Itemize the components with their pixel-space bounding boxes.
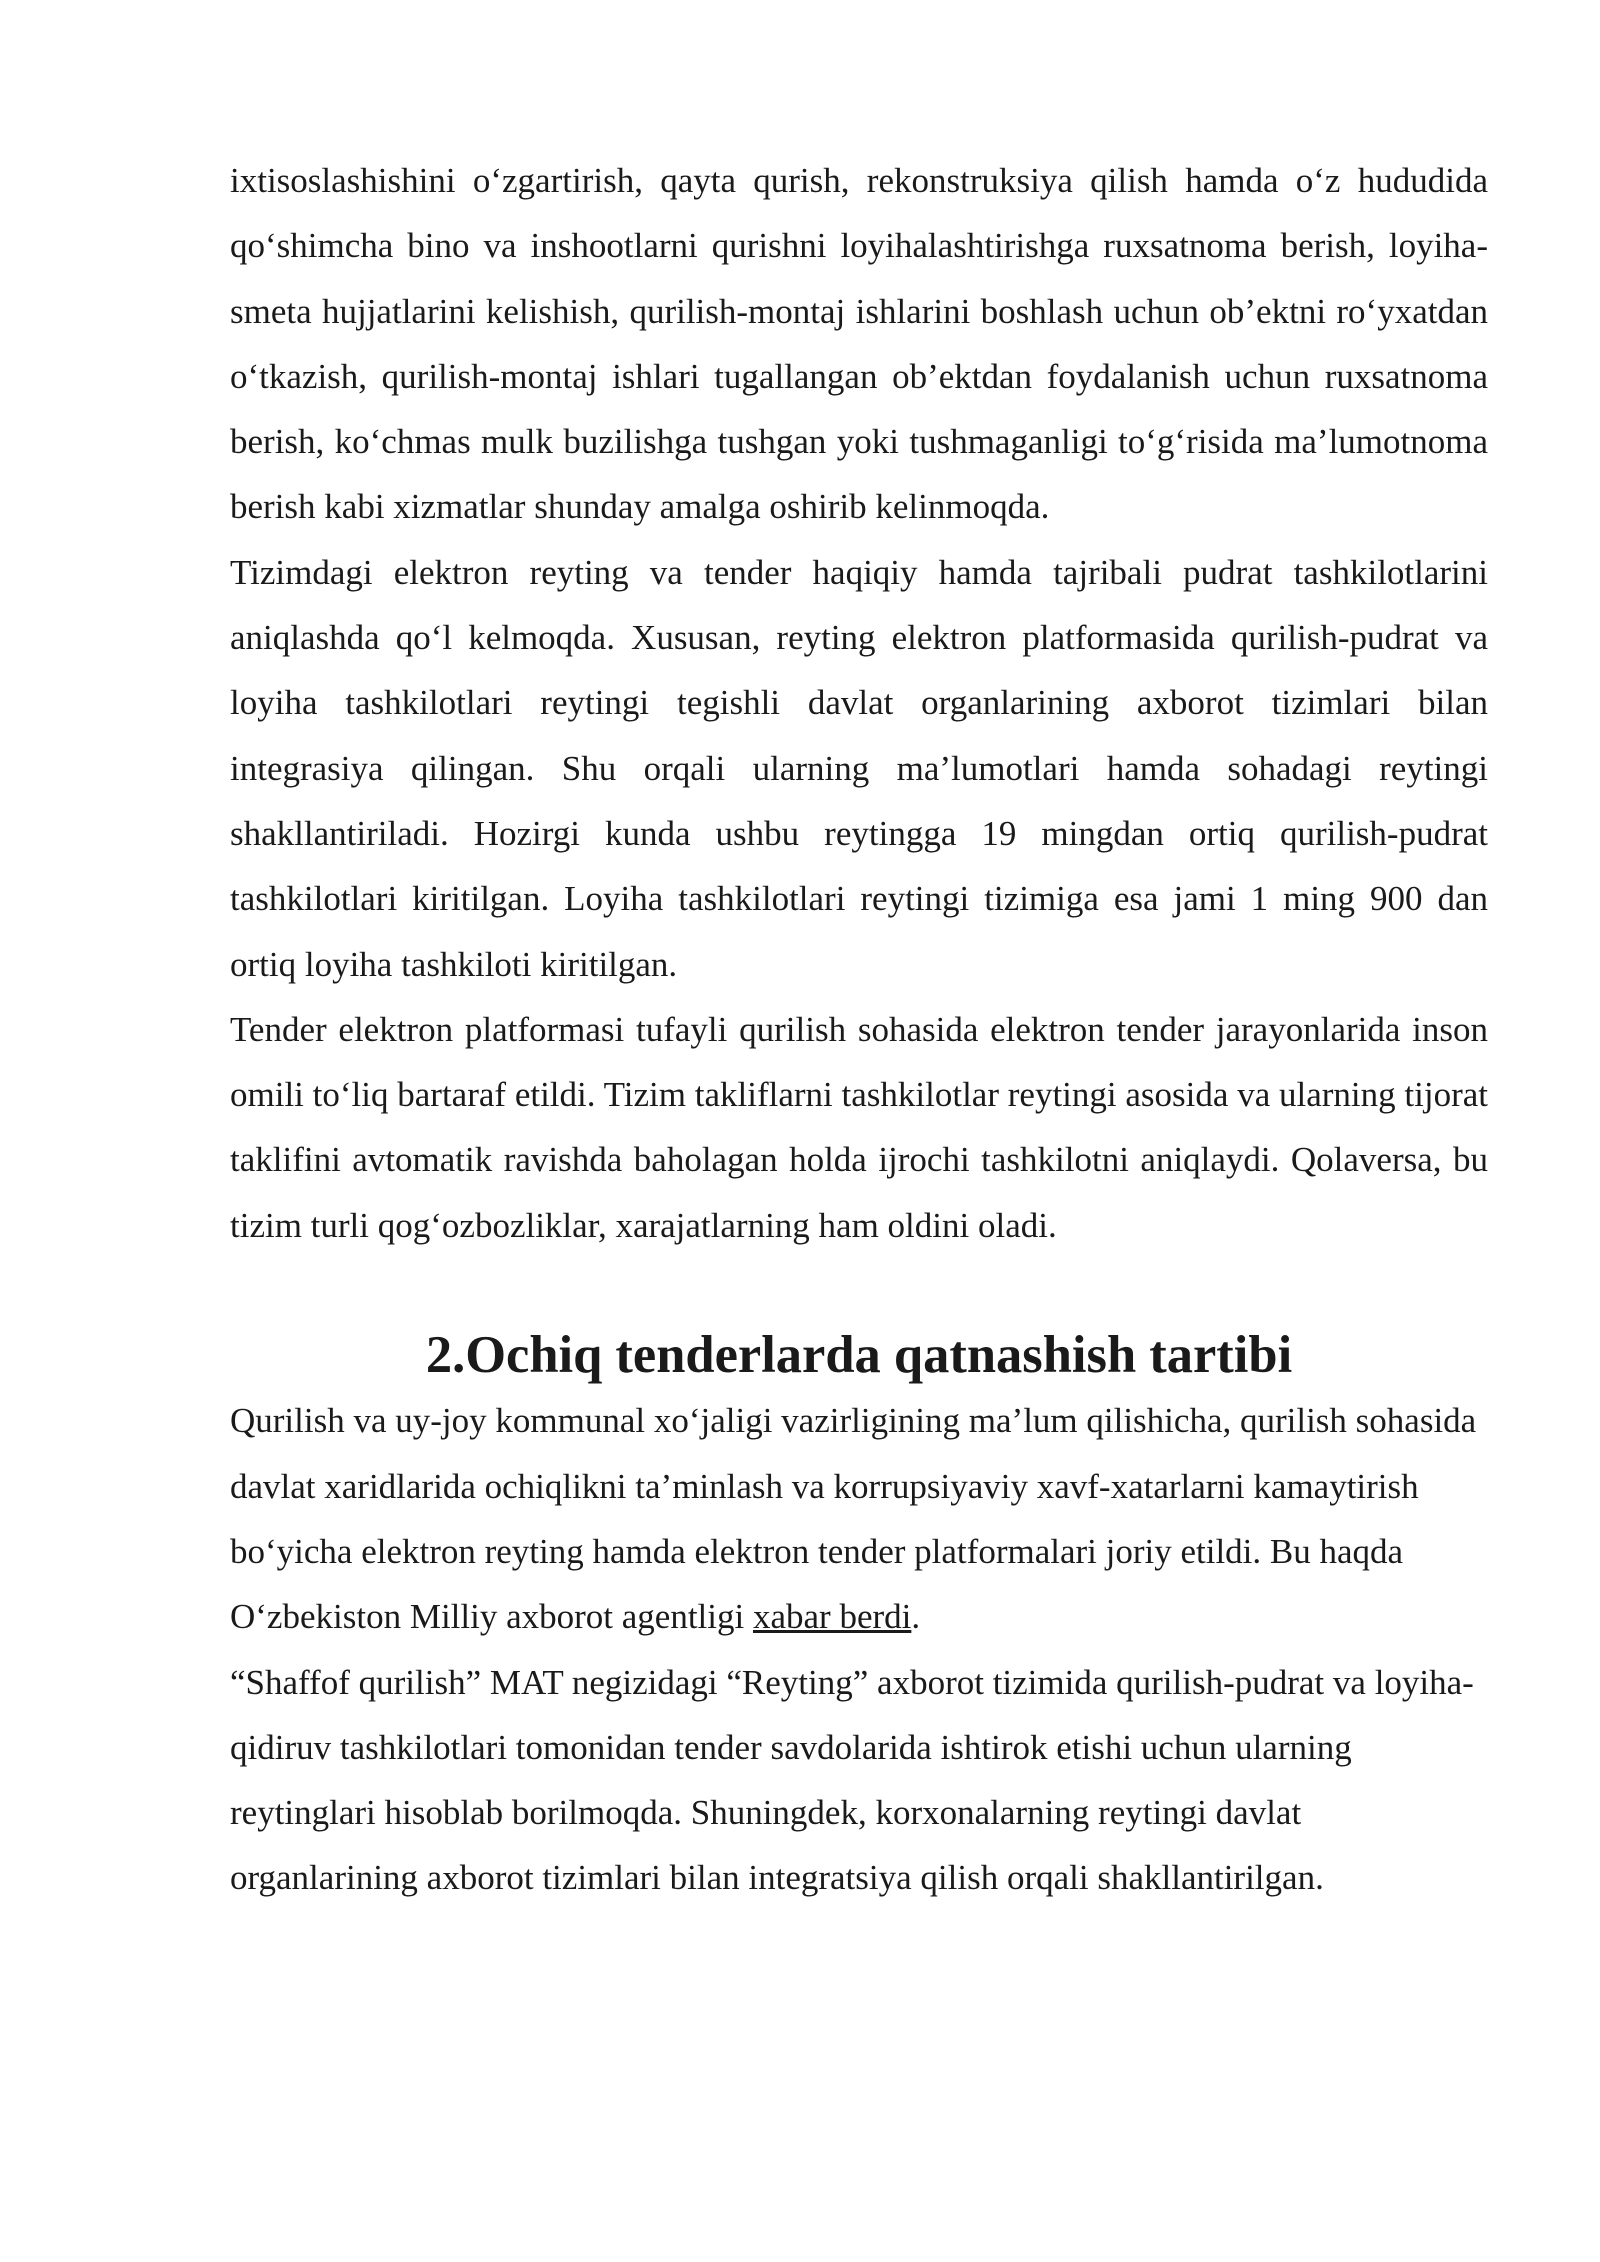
paragraph-services: ixtisoslashishini o‘zgartirish, qayta qurish, rekonstruksiya qilish hamda o‘z hududida qo‘shimcha bino va inshootlarni qurishni loyihalashtirishga ruxsatnoma berish, loyiha-smeta hujjatlarini kelishish, qurilish-montaj ishlarini boshlash uchun ob’ektni ro‘yxatdan o‘tkazish, qurilish-montaj ishlari tugallangan ob’ektdan foydalanish uchun ruxsatnoma berish, ko‘chmas mulk buzilishga tushgan yoki tushmaganligi to‘g‘risida ma’lumotnoma berish kabi xizmatlar shunday amalga oshirib kelinmoqda. (230, 161, 1488, 527)
paragraph-ministry-text: Qurilish va uy-joy kommunal xo‘jaligi vazirligining ma’lum qilishicha, qurilish sohasida davlat xaridlarida ochiqlikni ta’minlash va korrupsiyaviy xavf-xatarlarni kamaytirish bo‘yicha elektron reyting hamda elektron tender platformalari joriy etildi. Bu haqda O‘zbekiston Milliy axborot agentligi (230, 1401, 1477, 1637)
paragraph-ministry-info (230, 1388, 1488, 1649)
paragraph-ministry-end: . (911, 1597, 921, 1637)
paragraph-shaffof-qurilish: “Shaffof qurilish” MAT negizidagi “Reyting” axborot tizimida qurilish-pudrat va loyiha-qidiruv tashkilotlari tomonidan tender savdolarida ishtirok etishi uchun ularning reytinglari hisoblab borilmoqda. Shuningdek, korxonalarning reytingi davlat organlarining axborot tizimlari bilan integratsiya qilish orqali shakllantirilgan. (230, 1662, 1474, 1898)
section-spacer (230, 1258, 1488, 1323)
paragraph-rating-tender: Tizimdagi elektron reyting va tender haqiqiy hamda tajribali pudrat tashkilotlarini aniqlashda qo‘l kelmoqda. Xususan, reyting elektron platformasida qurilish-pudrat va loyiha tashkilotlari reytingi tegishli davlat organlarining axborot tizimlari bilan integrasiya qilingan. Shu orqali ularning ma’lumotlari hamda sohadagi reytingi shakllantiriladi. Hozirgi kunda ushbu reytingga 19 mingdan ortiq qurilish-pudrat tashkilotlari kiritilgan. Loyiha tashkilotlari reytingi tizimiga esa jami 1 ming 900 dan ortiq loyiha tashkiloti kiritilgan. (230, 552, 1488, 984)
section-heading: 2.Ochiq tenderlarda qatnashish tartibi (425, 1326, 1293, 1385)
document-page (230, 148, 1488, 1911)
news-source-link[interactable]: xabar berdi (752, 1597, 912, 1637)
paragraph-tender-platform: Tender elektron platformasi tufayli qurilish sohasida elektron tender jarayonlarida inson omili to‘liq bartaraf etildi. Tizim takliflarni tashkilotlar reytingi asosida va ularning tijorat taklifini avtomatik ravishda baholagan holda ijrochi tashkilotni aniqlaydi. Qolaversa, bu tizim turli qog‘ozbozliklar, xarajatlarning ham oldini oladi. (230, 1009, 1488, 1245)
